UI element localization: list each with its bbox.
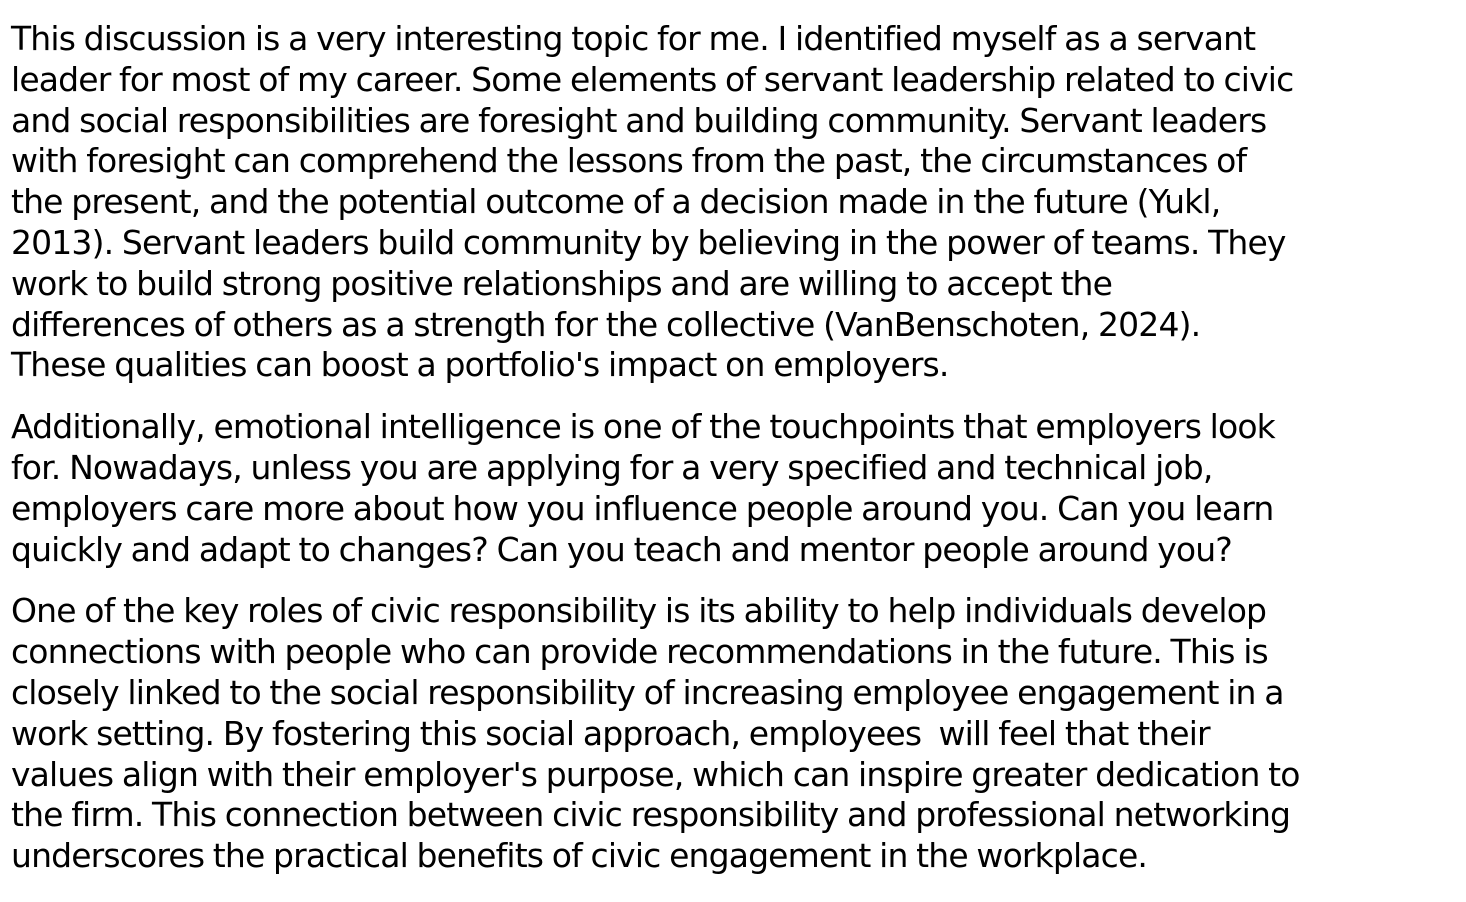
text-line: quickly and adapt to changes? Can you teach and mentor people around you? xyxy=(11,529,1232,569)
text-line: the present, and the potential outcome of a decision made in the future (Yukl, xyxy=(11,182,1221,222)
text-line: the firm. This connection between civic responsibility and professional networking xyxy=(11,795,1291,835)
text-line: for. Nowadays, unless you are applying for a very specified and technical job, xyxy=(11,447,1213,487)
text-line: underscores the practical benefits of civic engagement in the workplace. xyxy=(11,836,1148,876)
text-line: One of the key roles of civic responsibility is its ability to help individuals develop xyxy=(11,591,1267,631)
text-line: closely linked to the social responsibility of increasing employee engagement in a xyxy=(11,672,1284,712)
text-line: values align with their employer's purpose, which can inspire greater dedication to xyxy=(11,754,1300,794)
text-line: These qualities can boost a portfolio's impact on employers. xyxy=(11,345,949,385)
text-line: Additionally, emotional intelligence is one of the touchpoints that employers look xyxy=(11,407,1275,447)
discussion-post-body xyxy=(11,19,1451,877)
text-line: differences of others as a strength for the collective (VanBenschoten, 2024). xyxy=(11,304,1201,344)
text-line: work setting. By fostering this social approach, employees will feel that their xyxy=(11,713,1210,753)
text-line: leader for most of my career. Some elements of servant leadership related to civic xyxy=(11,59,1294,99)
text-line: connections with people who can provide recommendations in the future. This is xyxy=(11,632,1268,672)
text-line: with foresight can comprehend the lessons from the past, the circumstances of xyxy=(11,141,1247,181)
text-line: employers care more about how you influence people around you. Can you learn xyxy=(11,488,1274,528)
text-line: work to build strong positive relationships and are willing to accept the xyxy=(11,263,1113,303)
text-line: This discussion is a very interesting topic for me. I identified myself as a servant xyxy=(11,19,1256,58)
paragraph-civic-responsibility xyxy=(11,591,1451,877)
text-line: and social responsibilities are foresight and building community. Servant leaders xyxy=(11,100,1267,140)
text-line: 2013). Servant leaders build community by believing in the power of teams. They xyxy=(11,222,1286,262)
paragraph-servant-leadership xyxy=(11,19,1451,386)
paragraph-emotional-intelligence xyxy=(11,407,1451,570)
